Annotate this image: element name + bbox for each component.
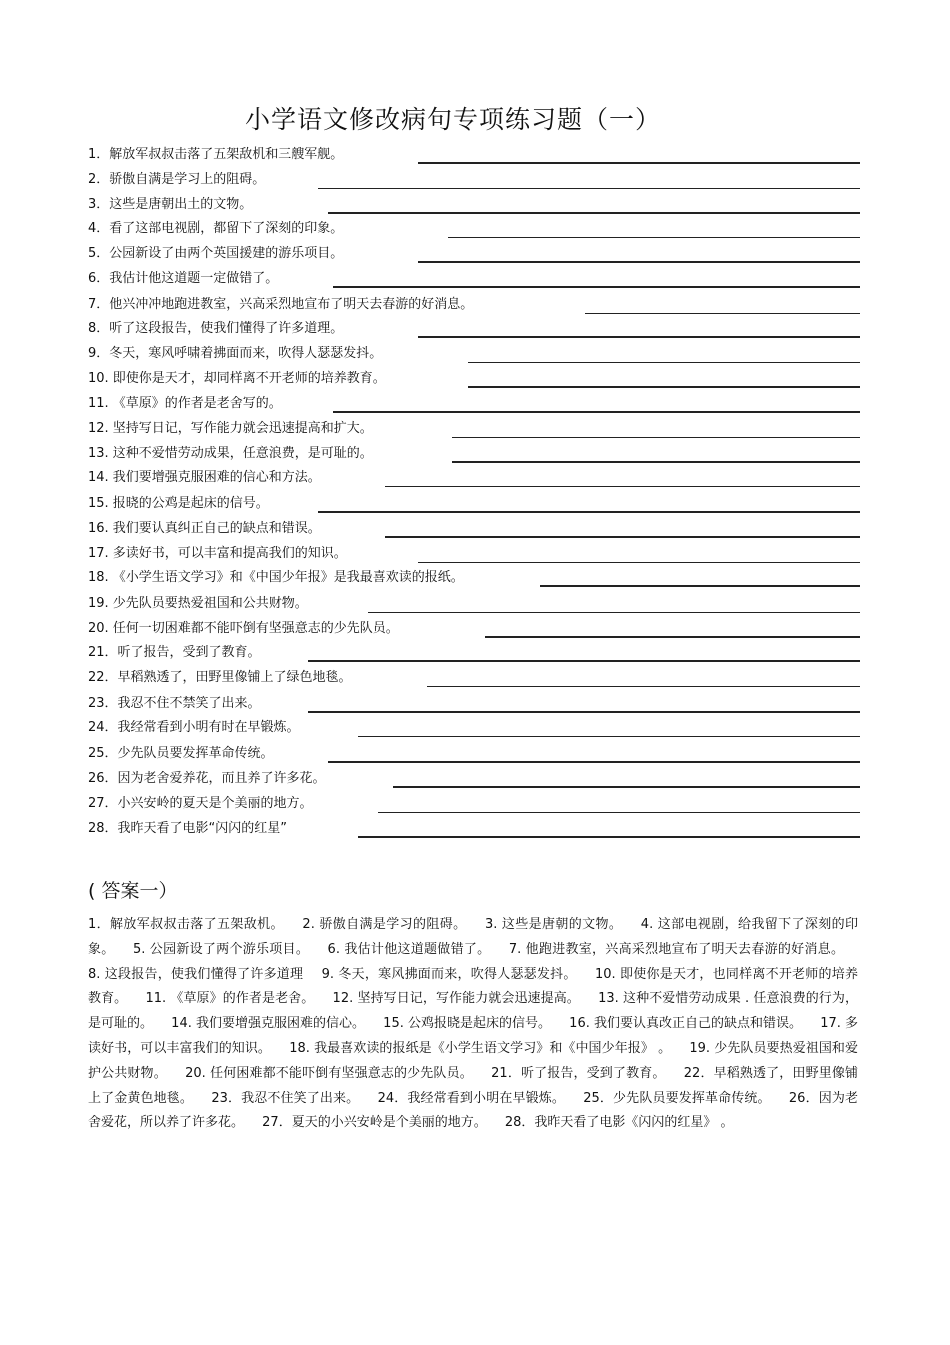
answer-item: 20. 任何困难都不能吓倒有坚强意志的少先队员。 <box>185 1065 473 1081</box>
question-item <box>0 319 950 343</box>
question-item <box>0 468 950 492</box>
answer-paragraph <box>88 913 858 1136</box>
answer-item: 3. 这些是唐朝的文物。 <box>484 917 623 932</box>
question-item <box>0 444 950 468</box>
question-item <box>0 419 950 443</box>
answer-item: 5. 公园新设了两个游乐项目。 <box>132 941 310 957</box>
question-text: 27．小兴安岭的夏天是个美丽的地方。 <box>88 796 313 811</box>
question-text: 2．骄傲自满是学习上的阻碍。 <box>88 172 266 187</box>
question-item <box>0 145 950 169</box>
question-text: 26．因为老舍爱养花，而且养了许多花。 <box>88 771 326 786</box>
question-item <box>0 544 950 568</box>
answer-blank-line[interactable] <box>418 336 860 338</box>
question-item <box>0 619 950 643</box>
question-text: 7．他兴冲冲地跑进教室，兴高采烈地宣布了明天去春游的好消息。 <box>88 297 474 312</box>
question-item <box>0 170 950 194</box>
page-title: 小学语文修改病句专项练习题（一） <box>244 105 661 134</box>
question-text: 9．冬天，寒风呼啸着拂面而来，吹得人瑟瑟发抖。 <box>88 346 383 361</box>
answer-item: 15. 公鸡报晓是起床的信号。 <box>383 1016 552 1032</box>
answer-blank-line[interactable] <box>318 511 860 513</box>
answer-heading: ( 答案一） <box>88 880 178 902</box>
answer-blank-line[interactable] <box>393 786 860 788</box>
answer-item: 18. 我最喜欢读的报纸是《小学生语文学习》和《中国少年报》 。 <box>289 1040 672 1056</box>
answer-blank-line[interactable] <box>318 188 860 189</box>
question-text: 14. 我们要增强克服困难的信心和方法。 <box>88 470 321 485</box>
question-text: 10. 即使你是天才，却同样离不开老师的培养教育。 <box>88 371 386 386</box>
answer-blank-line[interactable] <box>368 612 860 613</box>
question-text: 3．这些是唐朝出土的文物。 <box>88 197 253 212</box>
answer-item: 1．解放军叔叔击落了五架敌机。 <box>88 917 284 932</box>
answer-blank-line[interactable] <box>308 660 860 662</box>
answer-item: 25．少先队员要发挥革命传统。 <box>583 1090 771 1106</box>
answer-item: 21．听了报告，受到了教育。 <box>491 1065 666 1081</box>
answer-blank-line[interactable] <box>448 237 860 238</box>
answer-blank-line[interactable] <box>358 836 860 838</box>
question-item <box>0 643 950 667</box>
answer-item: 17. 多读好书，可以丰富我们的知识。 <box>88 1016 858 1056</box>
question-text: 21．听了报告，受到了教育。 <box>88 645 261 660</box>
answer-blank-line[interactable] <box>452 461 860 463</box>
answer-item: 16. 我们要认真改正自己的缺点和错误。 <box>569 1016 803 1032</box>
question-item <box>0 494 950 518</box>
answer-item: 4. 这部电视剧，给我留下了深刻的印象。 <box>88 917 858 957</box>
answer-blank-line[interactable] <box>378 812 860 813</box>
answer-blank-line[interactable] <box>468 386 860 388</box>
answer-blank-line[interactable] <box>418 162 860 164</box>
answer-item: 12. 坚持写日记，写作能力就会迅速提高。 <box>332 991 580 1007</box>
question-text: 18. 《小学生语文学习》和《中国少年报》是我最喜欢读的报纸。 <box>88 570 464 585</box>
question-text: 8．听了这段报告，使我们懂得了许多道理。 <box>88 321 344 336</box>
question-item <box>0 744 950 768</box>
answer-item: 19. 少先队员要热爱祖国和爱护公共财物。 <box>88 1040 858 1081</box>
question-item <box>0 295 950 319</box>
question-text: 23．我忍不住不禁笑了出来。 <box>88 696 261 711</box>
answer-blank-line[interactable] <box>308 711 860 713</box>
answer-item: 23．我忍不住笑了出来。 <box>211 1090 360 1106</box>
question-text: 4．看了这部电视剧，都留下了深刻的印象。 <box>88 221 344 236</box>
answer-blank-line[interactable] <box>540 585 860 587</box>
answer-item: 13. 这种不爱惜劳动成果 . 任意浪费的行为，是可耻的。 <box>88 991 858 1032</box>
answer-item: 14. 我们要增强克服困难的信心。 <box>171 1016 366 1032</box>
answer-blank-line[interactable] <box>585 313 860 314</box>
answer-blank-line[interactable] <box>333 411 860 413</box>
answer-item: 26．因为老舍爱花，所以养了许多花。 <box>88 1090 858 1131</box>
question-text: 17. 多读好书，可以丰富和提高我们的知识。 <box>88 546 347 561</box>
question-text: 20. 任何一切困难都不能吓倒有坚强意志的少先队员。 <box>88 621 399 636</box>
answer-item: 27．夏天的小兴安岭是个美丽的地方。 <box>262 1115 487 1131</box>
question-item <box>0 568 950 592</box>
question-item <box>0 594 950 618</box>
question-item <box>0 819 950 843</box>
answer-blank-line[interactable] <box>452 437 860 438</box>
answer-item: 28．我昨天看了电影《闪闪的红星》 。 <box>504 1115 734 1131</box>
answer-item: 6. 我估计他这道题做错了。 <box>327 941 491 957</box>
question-item <box>0 694 950 718</box>
answer-blank-line[interactable] <box>328 212 860 214</box>
question-item <box>0 269 950 293</box>
question-item <box>0 244 950 268</box>
answer-item: 11. 《草原》的作者是老舍。 <box>145 991 315 1007</box>
question-text: 19. 少先队员要热爱祖国和公共财物。 <box>88 596 308 611</box>
question-item <box>0 718 950 742</box>
answer-blank-line[interactable] <box>485 636 860 638</box>
answer-blank-line[interactable] <box>468 362 860 363</box>
answer-item: 10. 即使你是天才，也同样离不开老师的培养教育。 <box>88 966 858 1007</box>
question-item <box>0 344 950 368</box>
question-item <box>0 219 950 243</box>
question-text: 5．公园新设了由两个英国援建的游乐项目。 <box>88 246 344 261</box>
question-text: 22．早稻熟透了，田野里像铺上了绿色地毯。 <box>88 670 352 685</box>
answer-blank-line[interactable] <box>385 536 860 538</box>
question-item <box>0 394 950 418</box>
answer-blank-line[interactable] <box>418 261 860 263</box>
answer-blank-line[interactable] <box>385 486 860 487</box>
answer-item: 24．我经常看到小明在早锻炼。 <box>377 1090 565 1106</box>
answer-item: 9. 冬天，寒风拂面而来，吹得人瑟瑟发抖。 <box>321 966 577 982</box>
answer-blank-line[interactable] <box>358 736 860 737</box>
answer-blank-line[interactable] <box>427 686 860 687</box>
question-text: 1．解放军叔叔击落了五架敌机和三艘军舰。 <box>88 147 344 162</box>
question-item <box>0 668 950 692</box>
question-text: 28．我昨天看了电影“闪闪的红星” <box>88 821 288 836</box>
question-item <box>0 195 950 219</box>
question-text: 15. 报晓的公鸡是起床的信号。 <box>88 496 269 511</box>
question-text: 24．我经常看到小明有时在早锻炼。 <box>88 720 300 735</box>
question-item <box>0 769 950 793</box>
question-text: 13. 这种不爱惜劳动成果，任意浪费，是可耻的。 <box>88 446 373 461</box>
question-text: 16. 我们要认真纠正自己的缺点和错误。 <box>88 521 321 536</box>
answer-blank-line[interactable] <box>328 761 860 763</box>
answer-blank-line[interactable] <box>418 562 860 563</box>
answer-item: 22．早稻熟透了，田野里像铺上了金黄色地毯。 <box>88 1065 858 1106</box>
question-text: 11. 《草原》的作者是老舍写的。 <box>88 396 282 411</box>
question-item <box>0 519 950 543</box>
question-item <box>0 369 950 393</box>
answer-blank-line[interactable] <box>333 286 860 288</box>
answer-item: 7. 他跑进教室，兴高采烈地宣布了明天去春游的好消息。 <box>508 941 844 957</box>
answer-item: 2. 骄傲自满是学习的阻碍。 <box>302 917 467 932</box>
question-item <box>0 794 950 818</box>
question-text: 6．我估计他这道题一定做错了。 <box>88 271 279 286</box>
question-text: 25．少先队员要发挥革命传统。 <box>88 746 274 761</box>
question-text: 12. 坚持写日记，写作能力就会迅速提高和扩大。 <box>88 421 373 436</box>
answer-item: 8. 这段报告，使我们懂得了许多道理 <box>88 966 304 982</box>
